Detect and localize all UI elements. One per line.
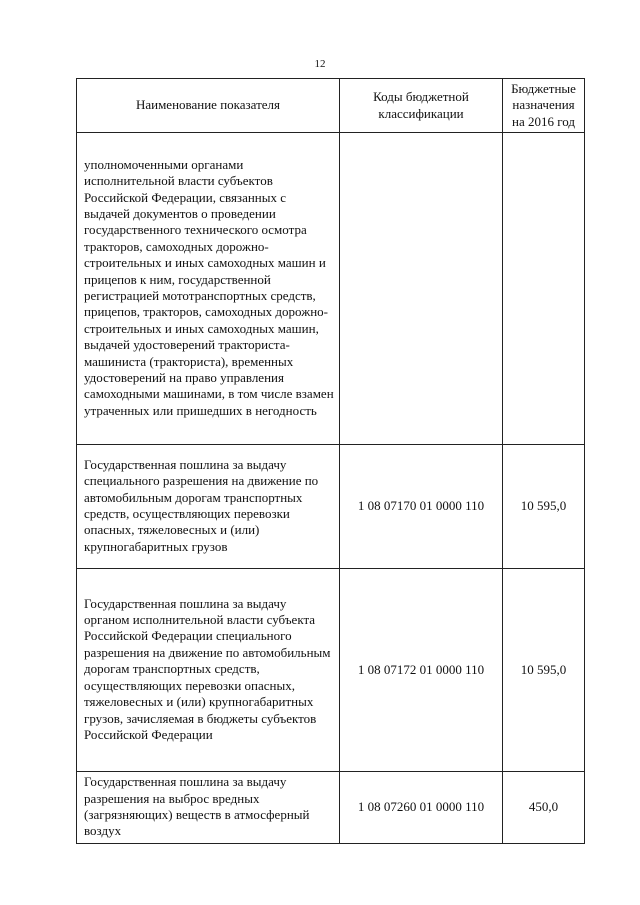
classification-code-cell: 1 08 07172 01 0000 110 [340, 569, 503, 772]
amount-cell: 10 595,0 [503, 445, 585, 569]
table-row [77, 133, 585, 445]
amount-cell [503, 133, 585, 445]
indicator-name-cell: Государственная пошлина за выдачу органом исполнительной власти субъекта Российской Федерации специального разрешения на движение по автомобильным дорогам транспортных средств, осуществляющих перевозки опасных, тяжеловесных и (или) крупногабаритных грузов, зачисляемая в бюджеты субъектов Российской Федерации [77, 569, 340, 772]
budget-table [76, 78, 585, 844]
indicator-name-cell: Государственная пошлина за выдачу разрешения на выброс вредных (загрязняющих) веществ в атмосферный воздух [77, 772, 340, 844]
header-indicator-name: Наименование показателя [77, 79, 340, 133]
header-budget-assignment-2016: Бюджетные назначения на 2016 год [503, 79, 585, 133]
amount-cell: 10 595,0 [503, 569, 585, 772]
page-number: 12 [314, 58, 326, 70]
header-budget-classification-code: Коды бюджетной классификации [340, 79, 503, 133]
table-row [77, 772, 585, 844]
table-row [77, 445, 585, 569]
classification-code-cell [340, 133, 503, 445]
indicator-name-cell: уполномоченными органами исполнительной власти субъектов Российской Федерации, связанных с выдачей документов о проведении государственного технического осмотра тракторов, самоходных дорожно-строительных и иных самоходных машин и прицепов к ним, государственной регистрацией мототранспортных средств, прицепов, тракторов, самоходных дорожно-строительных и иных самоходных машин, выдачей удостоверений тракториста-машиниста (тракториста), временных удостоверений на право управления самоходными машинами, в том числе взамен утраченных или пришедших в негодность [77, 133, 340, 445]
indicator-name-cell: Государственная пошлина за выдачу специального разрешения на движение по автомобильным дорогам транспортных средств, осуществляющих перевозки опасных, тяжеловесных и (или) крупногабаритных грузов [77, 445, 340, 569]
classification-code-cell: 1 08 07170 01 0000 110 [340, 445, 503, 569]
classification-code-cell: 1 08 07260 01 0000 110 [340, 772, 503, 844]
amount-cell: 450,0 [503, 772, 585, 844]
table-header-row [77, 79, 585, 133]
table-row [77, 569, 585, 772]
